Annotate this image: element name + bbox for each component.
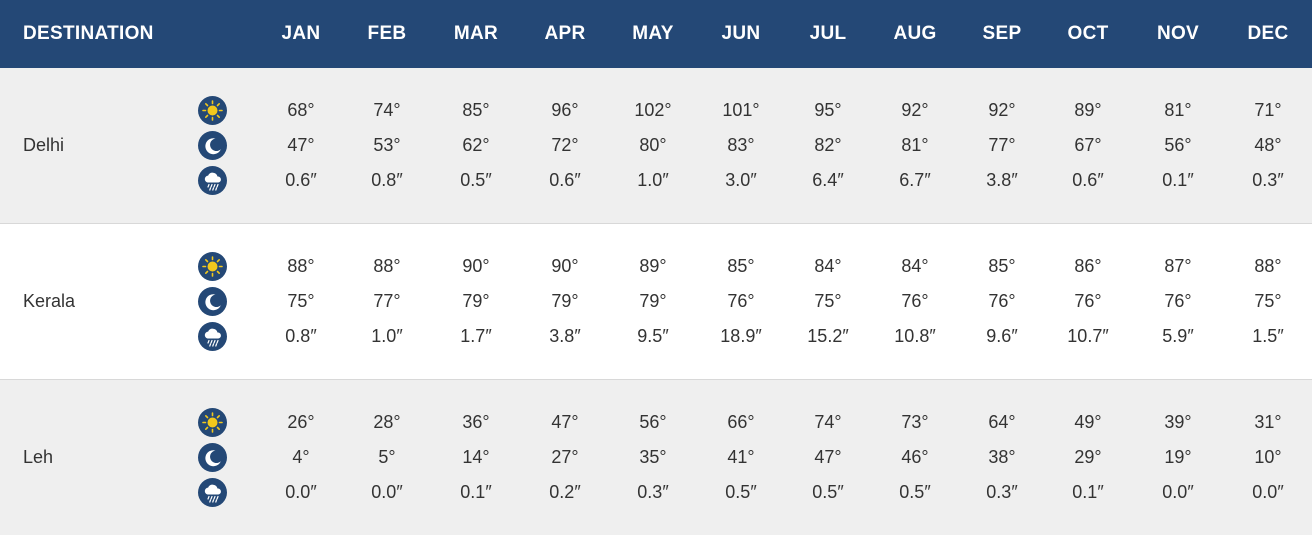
month-column-jul — [785, 249, 872, 354]
destination-row-delhi — [0, 68, 1312, 224]
low-temp-value: 5° — [378, 447, 396, 467]
month-header-oct: OCT — [1067, 23, 1109, 44]
metric-icons — [190, 249, 260, 354]
low-temp-value: 10° — [1254, 447, 1282, 467]
month-header-nov: NOV — [1156, 23, 1200, 44]
sun-icon — [198, 252, 227, 281]
high-temp-value: 36° — [462, 412, 490, 432]
high-temp-value: 74° — [373, 100, 401, 120]
rainfall-value: 18.9″ — [720, 326, 762, 346]
rainfall-value: 0.3″ — [986, 482, 1018, 502]
rainfall-value: 1.0″ — [371, 326, 403, 346]
rainfall-value: 0.2″ — [549, 482, 581, 502]
month-column-aug — [872, 93, 959, 198]
month-column-jan — [260, 93, 342, 198]
moon-icon — [198, 131, 227, 160]
rainfall-value: 0.0″ — [1162, 482, 1194, 502]
rainfall-value: 0.0″ — [371, 482, 403, 502]
month-column-nov — [1133, 93, 1223, 198]
high-temp-value: 39° — [1164, 412, 1192, 432]
high-temp-value: 88° — [373, 256, 401, 276]
month-header-jul: JUL — [809, 23, 847, 44]
high-temp-value: 56° — [639, 412, 667, 432]
sun-icon — [198, 96, 227, 125]
rainfall-value: 0.1″ — [1072, 482, 1104, 502]
destination-row-kerala — [0, 224, 1312, 380]
low-temp-value: 27° — [551, 447, 579, 467]
low-temp-value: 14° — [462, 447, 490, 467]
low-temp-value: 38° — [988, 447, 1016, 467]
rainfall-value: 0.8″ — [371, 170, 403, 190]
month-header-may: MAY — [632, 23, 674, 44]
high-temp-value: 85° — [988, 256, 1016, 276]
low-temp-value: 79° — [551, 291, 579, 311]
metric-icons — [190, 405, 260, 510]
low-temp-value: 83° — [727, 135, 755, 155]
low-temp-value: 19° — [1164, 447, 1192, 467]
rainfall-value: 3.0″ — [725, 170, 757, 190]
low-temp-value: 79° — [462, 291, 490, 311]
rainfall-value: 3.8″ — [986, 170, 1018, 190]
moon-icon — [198, 443, 227, 472]
low-temp-value: 67° — [1074, 135, 1102, 155]
month-headers — [260, 23, 1312, 45]
month-column-oct — [1045, 249, 1131, 354]
high-temp-value: 88° — [287, 256, 315, 276]
high-temp-value: 90° — [551, 256, 579, 276]
month-column-jan — [260, 405, 342, 510]
low-temp-value: 41° — [727, 447, 755, 467]
high-temp-value: 26° — [287, 412, 315, 432]
destination-name: Leh — [23, 447, 54, 467]
rainfall-value: 10.7″ — [1067, 326, 1109, 346]
month-column-mar — [432, 93, 521, 198]
high-temp-value: 31° — [1254, 412, 1282, 432]
low-temp-value: 29° — [1074, 447, 1102, 467]
high-temp-value: 71° — [1254, 100, 1282, 120]
high-temp-value: 49° — [1074, 412, 1102, 432]
high-temp-value: 84° — [901, 256, 929, 276]
month-column-jul — [785, 93, 872, 198]
rainfall-value: 1.5″ — [1252, 326, 1284, 346]
rainfall-value: 9.6″ — [986, 326, 1018, 346]
low-temp-value: 79° — [639, 291, 667, 311]
month-header-sep: SEP — [982, 23, 1022, 44]
high-temp-value: 86° — [1074, 256, 1102, 276]
month-header-dec: DEC — [1247, 23, 1289, 44]
high-temp-value: 88° — [1254, 256, 1282, 276]
destination-header: DESTINATION — [23, 23, 154, 44]
destination-row-leh — [0, 380, 1312, 535]
low-temp-value: 82° — [814, 135, 842, 155]
high-temp-value: 89° — [1074, 100, 1102, 120]
high-temp-value: 85° — [727, 256, 755, 276]
rainfall-value: 0.6″ — [549, 170, 581, 190]
month-column-apr — [521, 249, 609, 354]
month-column-jan — [260, 249, 342, 354]
rainfall-value: 5.9″ — [1162, 326, 1194, 346]
rainfall-value: 0.0″ — [1252, 482, 1284, 502]
month-column-dec — [1224, 93, 1312, 198]
low-temp-value: 72° — [551, 135, 579, 155]
high-temp-value: 101° — [722, 100, 760, 120]
month-column-mar — [432, 249, 521, 354]
low-temp-value: 77° — [988, 135, 1016, 155]
month-column-oct — [1045, 405, 1131, 510]
low-temp-value: 81° — [901, 135, 929, 155]
month-header-mar: MAR — [453, 23, 499, 44]
low-temp-value: 47° — [814, 447, 842, 467]
low-temp-value: 4° — [292, 447, 310, 467]
rainfall-value: 0.8″ — [285, 326, 317, 346]
high-temp-value: 95° — [814, 100, 842, 120]
low-temp-value: 53° — [373, 135, 401, 155]
rainfall-value: 9.5″ — [637, 326, 669, 346]
high-temp-value: 92° — [901, 100, 929, 120]
month-column-feb — [344, 405, 430, 510]
month-column-nov — [1133, 249, 1223, 354]
sun-icon — [198, 408, 227, 437]
month-column-may — [609, 93, 697, 198]
month-column-aug — [872, 405, 959, 510]
month-column-nov — [1133, 405, 1223, 510]
month-header-aug: AUG — [893, 23, 937, 44]
high-temp-value: 74° — [814, 412, 842, 432]
month-column-may — [609, 249, 697, 354]
month-column-dec — [1224, 249, 1312, 354]
month-column-jun — [698, 93, 785, 198]
rainfall-value: 0.1″ — [460, 482, 492, 502]
month-column-apr — [521, 93, 609, 198]
rainfall-value: 1.7″ — [460, 326, 492, 346]
month-values — [260, 249, 1312, 354]
month-column-aug — [872, 249, 959, 354]
month-column-sep — [959, 405, 1045, 510]
high-temp-value: 84° — [814, 256, 842, 276]
rainfall-value: 15.2″ — [807, 326, 849, 346]
month-column-sep — [959, 249, 1045, 354]
rain-cloud-icon — [198, 166, 227, 195]
month-header-jan: JAN — [281, 23, 321, 44]
destination-name: Delhi — [23, 135, 65, 155]
low-temp-value: 75° — [814, 291, 842, 311]
month-column-mar — [432, 405, 521, 510]
moon-icon — [198, 287, 227, 316]
high-temp-value: 87° — [1164, 256, 1192, 276]
low-temp-value: 75° — [1254, 291, 1282, 311]
rainfall-value: 0.6″ — [1072, 170, 1104, 190]
high-temp-value: 64° — [988, 412, 1016, 432]
month-values — [260, 93, 1312, 198]
rainfall-value: 1.0″ — [637, 170, 669, 190]
low-temp-value: 47° — [287, 135, 315, 155]
low-temp-value: 76° — [1074, 291, 1102, 311]
low-temp-value: 35° — [639, 447, 667, 467]
month-column-feb — [344, 93, 430, 198]
low-temp-value: 76° — [988, 291, 1016, 311]
rainfall-value: 0.5″ — [899, 482, 931, 502]
rainfall-value: 0.5″ — [812, 482, 844, 502]
metric-icons — [190, 93, 260, 198]
low-temp-value: 76° — [727, 291, 755, 311]
month-column-jun — [698, 249, 785, 354]
month-column-apr — [521, 405, 609, 510]
low-temp-value: 80° — [639, 135, 667, 155]
high-temp-value: 96° — [551, 100, 579, 120]
rainfall-value: 0.5″ — [725, 482, 757, 502]
high-temp-value: 85° — [462, 100, 490, 120]
destination-name: Kerala — [23, 291, 76, 311]
month-column-jul — [785, 405, 872, 510]
month-values — [260, 405, 1312, 510]
rainfall-value: 6.4″ — [812, 170, 844, 190]
low-temp-value: 48° — [1254, 135, 1282, 155]
low-temp-value: 46° — [901, 447, 929, 467]
rainfall-value: 0.6″ — [285, 170, 317, 190]
rain-cloud-icon — [198, 322, 227, 351]
high-temp-value: 47° — [551, 412, 579, 432]
rainfall-value: 0.0″ — [285, 482, 317, 502]
high-temp-value: 66° — [727, 412, 755, 432]
high-temp-value: 68° — [287, 100, 315, 120]
month-header-feb: FEB — [367, 23, 407, 44]
low-temp-value: 77° — [373, 291, 401, 311]
month-column-jun — [698, 405, 785, 510]
rain-cloud-icon — [198, 478, 227, 507]
high-temp-value: 90° — [462, 256, 490, 276]
rainfall-value: 0.5″ — [460, 170, 492, 190]
high-temp-value: 28° — [373, 412, 401, 432]
high-temp-value: 81° — [1164, 100, 1192, 120]
month-column-sep — [959, 93, 1045, 198]
low-temp-value: 76° — [1164, 291, 1192, 311]
rainfall-value: 6.7″ — [899, 170, 931, 190]
month-header-apr: APR — [544, 23, 586, 44]
rainfall-value: 10.8″ — [894, 326, 936, 346]
table-body — [0, 68, 1312, 535]
low-temp-value: 56° — [1164, 135, 1192, 155]
month-header-jun: JUN — [721, 23, 761, 44]
high-temp-value: 73° — [901, 412, 929, 432]
rainfall-value: 0.3″ — [1252, 170, 1284, 190]
month-column-feb — [344, 249, 430, 354]
low-temp-value: 76° — [901, 291, 929, 311]
rainfall-value: 3.8″ — [549, 326, 581, 346]
high-temp-value: 89° — [639, 256, 667, 276]
low-temp-value: 75° — [287, 291, 315, 311]
low-temp-value: 62° — [462, 135, 490, 155]
month-column-oct — [1045, 93, 1131, 198]
high-temp-value: 102° — [634, 100, 672, 120]
table-header — [0, 0, 1312, 68]
month-column-dec — [1224, 405, 1312, 510]
rainfall-value: 0.1″ — [1162, 170, 1194, 190]
high-temp-value: 92° — [988, 100, 1016, 120]
month-column-may — [609, 405, 697, 510]
rainfall-value: 0.3″ — [637, 482, 669, 502]
